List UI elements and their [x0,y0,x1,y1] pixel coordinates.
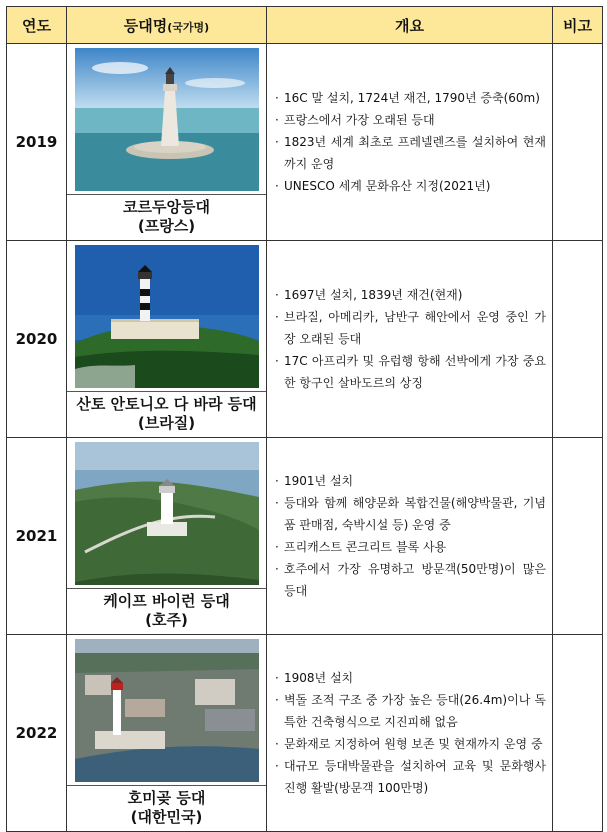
lighthouse-name [67,588,266,634]
overview-line: · 호주에서 가장 유명하고 방문객(50만명)이 많은 등대 [275,558,546,602]
note-cell [553,44,603,241]
overview-line: · 1901년 설치 [275,470,546,492]
overview-line: · 1823년 세계 최초로 프레넬렌즈를 설치하여 현재까지 운영 [275,131,546,175]
overview-line: · 17C 아프리카 및 유럽행 항해 선박에게 가장 중요한 항구인 살바도르의 상징 [275,350,546,394]
table-row [7,241,603,438]
header-name-label: 등대명 [123,16,168,35]
header-name [67,7,267,44]
year-cell: 2020 [7,241,67,438]
overview-cell [267,635,553,832]
lighthouse-name [67,785,266,831]
overview-cell [267,241,553,438]
overview-line: · 문화재로 지정하여 원형 보존 및 현재까지 운영 중 [275,733,546,755]
overview-line: · 벽돌 조적 구조 중 가장 높은 등대(26.4m)이나 독특한 건축형식으로 지진피해 없음 [275,689,546,733]
lighthouse-name-text: 산토 안토니오 다 바라 등대 [76,395,257,413]
year-cell: 2021 [7,438,67,635]
overview-cell [267,44,553,241]
lighthouse-photo [75,245,259,388]
overview-line: · 1908년 설치 [275,667,546,689]
overview-line: · 프리캐스트 콘크리트 블록 사용 [275,536,546,558]
table-row [7,438,603,635]
name-cell [67,241,267,438]
header-note: 비고 [553,7,603,44]
note-cell [553,241,603,438]
lighthouse-name-text: 코르두앙등대 [123,198,210,216]
name-cell [67,438,267,635]
lighthouse-name [67,391,266,437]
lighthouse-photo [75,48,259,191]
country-text: (프랑스) [137,217,196,235]
lighthouse-photo [75,442,259,585]
lighthouse-table [6,6,603,832]
lighthouse-name-text: 케이프 바이런 등대 [103,592,230,610]
overview-line: · 브라질, 아메리카, 남반구 해안에서 운영 중인 가장 오래된 등대 [275,306,546,350]
country-text: (대한민국) [130,808,203,826]
overview-line: · 16C 말 설치, 1724년 재건, 1790년 증축(60m) [275,87,546,109]
note-cell [553,438,603,635]
country-text: (호주) [145,611,188,629]
overview-cell [267,438,553,635]
name-cell [67,635,267,832]
header-year: 연도 [7,7,67,44]
overview-line: · UNESCO 세계 문화유산 지정(2021년) [275,175,546,197]
overview-line: · 1697년 설치, 1839년 재건(현재) [275,284,546,306]
overview-line: · 프랑스에서 가장 오래된 등대 [275,109,546,131]
year-cell: 2022 [7,635,67,832]
table-row [7,44,603,241]
header-row [7,7,603,44]
header-overview: 개요 [267,7,553,44]
lighthouse-name-text: 호미곶 등대 [127,789,206,807]
header-name-sub: (국가명) [167,20,210,34]
overview-line: · 대규모 등대박물관을 설치하여 교육 및 문화행사 진행 활발(방문객 100만명) [275,755,546,799]
table-row [7,635,603,832]
lighthouse-name [67,194,266,240]
lighthouse-photo [75,639,259,782]
year-cell: 2019 [7,44,67,241]
country-text: (브라질) [137,414,196,432]
name-cell [67,44,267,241]
note-cell [553,635,603,832]
overview-line: · 등대와 함께 해양문화 복합건물(해양박물관, 기념품 판매점, 숙박시설 등) 운영 중 [275,492,546,536]
